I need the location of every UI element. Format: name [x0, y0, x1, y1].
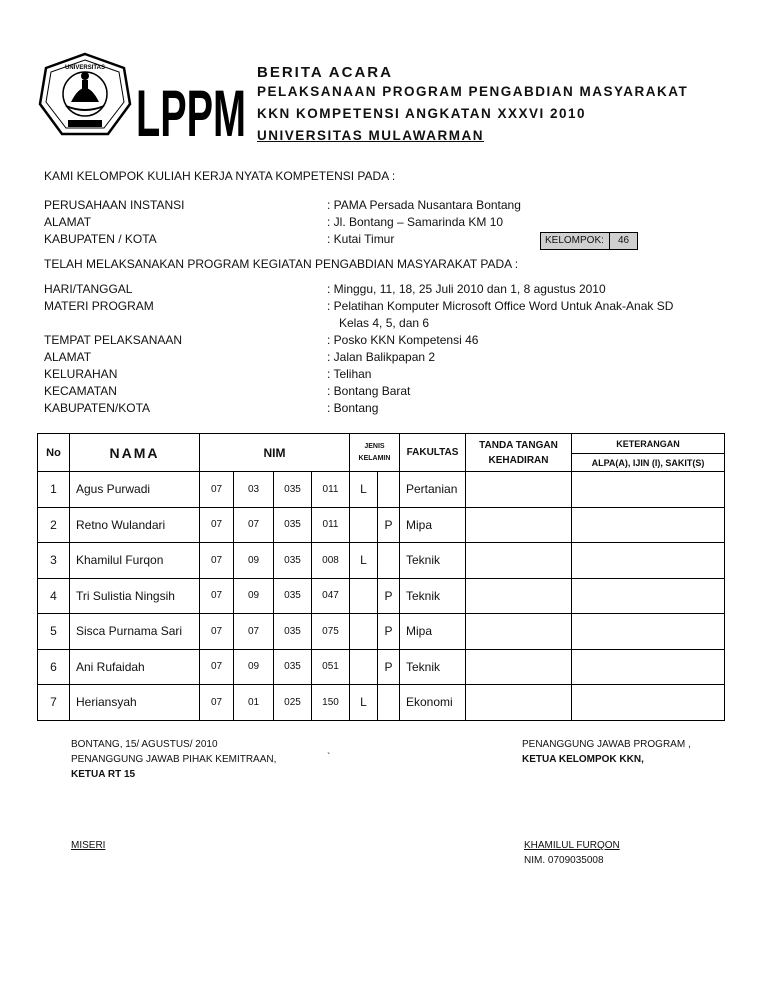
col-header-nim: NIM: [200, 434, 350, 472]
row-gender-l: [350, 614, 378, 650]
table-row: [38, 649, 725, 685]
col-header-keterangan: KETERANGAN: [572, 434, 725, 454]
kabupaten-program-value: : Bontang: [327, 401, 379, 415]
right-signer-name: KHAMILUL FURQON: [524, 840, 620, 851]
col-header-keterangan-sub: ALPA(A), IJIN (I), SAKIT(S): [572, 454, 725, 472]
row-gender-p: P: [378, 578, 400, 614]
row-signature-cell: [466, 507, 572, 543]
perusahaan-label: PERUSAHAAN INSTANSI: [44, 198, 185, 212]
left-signer-name: MISERI: [71, 840, 106, 851]
row-nim-4: 075: [312, 614, 350, 650]
right-signer-nim: NIM. 0709035008: [524, 855, 604, 866]
row-keterangan-cell: [572, 543, 725, 579]
materi-value: : Pelatihan Komputer Microsoft Office Word Untuk Anak-Anak SD: [327, 299, 674, 313]
table-row: [38, 685, 725, 721]
row-signature-cell: [466, 614, 572, 650]
row-gender-l: [350, 507, 378, 543]
right-signer-role: PENANGGUNG JAWAB PROGRAM ,: [522, 739, 691, 750]
kelurahan-value: : Telihan: [327, 367, 372, 381]
row-fakultas: Pertanian: [400, 472, 466, 508]
row-nim-3: 035: [274, 507, 312, 543]
row-signature-cell: [466, 578, 572, 614]
row-nim-2: 07: [234, 614, 274, 650]
hari-value: : Minggu, 11, 18, 25 Juli 2010 dan 1, 8 agustus 2010: [327, 282, 606, 296]
kelompok-box: [540, 232, 638, 250]
kabupaten-program-label: KABUPATEN/KOTA: [44, 401, 151, 415]
row-nim-3: 035: [274, 578, 312, 614]
row-fakultas: Teknik: [400, 578, 466, 614]
row-no: 1: [38, 472, 70, 508]
program-intro-text: TELAH MELAKSANAKAN PROGRAM KEGIATAN PENGABDIAN MASYARAKAT PADA :: [44, 257, 519, 271]
kelamin-label: KELAMIN: [358, 454, 391, 462]
place-date: BONTANG, 15/ AGUSTUS/ 2010: [71, 739, 218, 750]
row-gender-l: [350, 578, 378, 614]
row-nim-4: 051: [312, 649, 350, 685]
row-keterangan-cell: [572, 507, 725, 543]
row-nim-2: 07: [234, 507, 274, 543]
table-row: [38, 507, 725, 543]
svg-text:UNIVERSITAS: UNIVERSITAS: [65, 65, 105, 71]
row-signature-cell: [466, 543, 572, 579]
row-gender-p: [378, 543, 400, 579]
left-signer-role: PENANGGUNG JAWAB PIHAK KEMITRAAN,: [71, 754, 277, 765]
table-row: [38, 543, 725, 579]
row-nama: Ani Rufaidah: [70, 649, 200, 685]
doc-subtitle-1: PELAKSANAAN PROGRAM PENGABDIAN MASYARAKAT: [257, 84, 689, 99]
university-seal-logo: [38, 52, 132, 140]
row-no: 4: [38, 578, 70, 614]
row-nim-1: 07: [200, 685, 234, 721]
row-fakultas: Teknik: [400, 649, 466, 685]
row-keterangan-cell: [572, 685, 725, 721]
row-nim-1: 07: [200, 472, 234, 508]
table-row: [38, 614, 725, 650]
row-nama: Khamilul Furqon: [70, 543, 200, 579]
row-nim-2: 09: [234, 649, 274, 685]
kecamatan-label: KECAMATAN: [44, 384, 117, 398]
row-gender-p: P: [378, 614, 400, 650]
row-gender-l: L: [350, 472, 378, 508]
materi-value-line2: Kelas 4, 5, dan 6: [339, 316, 430, 330]
kelompok-label: KELOMPOK:: [541, 233, 610, 249]
row-keterangan-cell: [572, 614, 725, 650]
left-signer-title: KETUA RT 15: [71, 769, 136, 780]
row-nama: Retno Wulandari: [70, 507, 200, 543]
row-nim-1: 07: [200, 507, 234, 543]
row-keterangan-cell: [572, 649, 725, 685]
row-nim-3: 035: [274, 543, 312, 579]
kecamatan-value: : Bontang Barat: [327, 384, 411, 398]
row-nim-3: 035: [274, 649, 312, 685]
doc-subtitle-2: KKN KOMPETENSI ANGKATAN XXXVI 2010: [257, 106, 587, 121]
kabupaten-value: : Kutai Timur: [327, 232, 395, 246]
intro-text: KAMI KELOMPOK KULIAH KERJA NYATA KOMPETENSI PADA :: [44, 169, 396, 183]
row-gender-p: P: [378, 649, 400, 685]
svg-text:LPPM: LPPM: [136, 76, 246, 150]
alamat-program-value: : Jalan Balikpapan 2: [327, 350, 436, 364]
row-nim-4: 011: [312, 472, 350, 508]
jenis-label: JENIS: [364, 442, 385, 450]
right-signer-title: KETUA KELOMPOK KKN,: [522, 754, 644, 765]
row-nim-1: 07: [200, 614, 234, 650]
row-fakultas: Ekonomi: [400, 685, 466, 721]
row-nim-1: 07: [200, 543, 234, 579]
row-fakultas: Mipa: [400, 614, 466, 650]
row-no: 2: [38, 507, 70, 543]
col-header-no: No: [38, 434, 70, 472]
row-nim-3: 035: [274, 472, 312, 508]
row-nama: Heriansyah: [70, 685, 200, 721]
row-nim-4: 008: [312, 543, 350, 579]
alamat-value: : Jl. Bontang – Samarinda KM 10: [327, 215, 504, 229]
row-gender-l: L: [350, 685, 378, 721]
table-row: [38, 472, 725, 508]
row-nama: Agus Purwadi: [70, 472, 200, 508]
kelompok-value: 46: [617, 235, 630, 246]
lppm-logo: [136, 56, 248, 150]
doc-title: BERITA ACARA: [257, 64, 393, 81]
kabupaten-label: KABUPATEN / KOTA: [44, 232, 157, 246]
row-nim-3: 025: [274, 685, 312, 721]
row-nama: Sisca Purnama Sari: [70, 614, 200, 650]
row-gender-l: L: [350, 543, 378, 579]
row-fakultas: Teknik: [400, 543, 466, 579]
row-signature-cell: [466, 649, 572, 685]
row-nim-2: 09: [234, 543, 274, 579]
row-no: 7: [38, 685, 70, 721]
row-signature-cell: [466, 685, 572, 721]
row-nim-2: 03: [234, 472, 274, 508]
row-gender-p: [378, 685, 400, 721]
row-keterangan-cell: [572, 472, 725, 508]
row-gender-p: [378, 472, 400, 508]
row-nim-3: 035: [274, 614, 312, 650]
materi-label: MATERI PROGRAM: [44, 299, 154, 313]
ttd-label-2: KEHADIRAN: [488, 454, 549, 466]
row-signature-cell: [466, 472, 572, 508]
row-nim-1: 07: [200, 649, 234, 685]
row-nim-4: 150: [312, 685, 350, 721]
col-header-nama: NAMA: [70, 434, 200, 472]
hari-label: HARI/TANGGAL: [44, 282, 133, 296]
row-nama: Tri Sulistia Ningsih: [70, 578, 200, 614]
row-nim-4: 011: [312, 507, 350, 543]
row-nim-2: 01: [234, 685, 274, 721]
perusahaan-value: : PAMA Persada Nusantara Bontang: [327, 198, 521, 212]
table-row: [38, 578, 725, 614]
tempat-label: TEMPAT PELAKSANAAN: [44, 333, 183, 347]
row-no: 5: [38, 614, 70, 650]
row-gender-l: [350, 649, 378, 685]
col-header-jenis-kelamin: [350, 434, 400, 472]
row-no: 3: [38, 543, 70, 579]
alamat-label: ALAMAT: [44, 215, 92, 229]
row-nim-4: 047: [312, 578, 350, 614]
doc-subtitle-3: UNIVERSITAS MULAWARMAN: [257, 128, 484, 143]
col-header-tanda-tangan: [466, 434, 572, 472]
kelurahan-label: KELURAHAN: [44, 367, 118, 381]
attendance-table: [37, 433, 725, 721]
row-gender-p: P: [378, 507, 400, 543]
row-no: 6: [38, 649, 70, 685]
tempat-value: : Posko KKN Kompetensi 46: [327, 333, 479, 347]
ttd-label-1: TANDA TANGAN: [479, 439, 558, 451]
alamat-program-label: ALAMAT: [44, 350, 92, 364]
col-header-fakultas: FAKULTAS: [400, 434, 466, 472]
row-keterangan-cell: [572, 578, 725, 614]
row-nim-1: 07: [200, 578, 234, 614]
row-fakultas: Mipa: [400, 507, 466, 543]
stray-tick: `: [327, 752, 331, 763]
row-nim-2: 09: [234, 578, 274, 614]
